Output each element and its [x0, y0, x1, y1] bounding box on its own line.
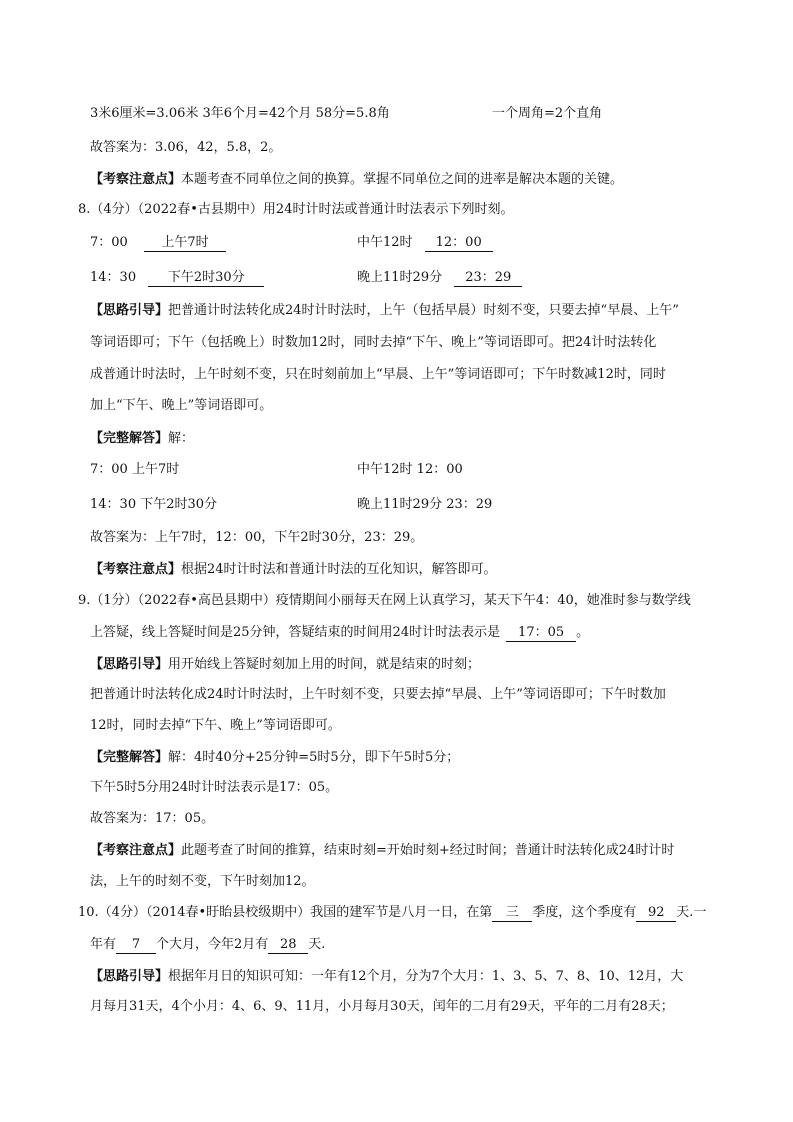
answer-blank: 12：00	[425, 235, 493, 252]
conversion-line	[90, 105, 730, 123]
text: 天.一	[676, 905, 707, 920]
note-line	[90, 171, 730, 189]
answer-blank: 23：29	[454, 270, 522, 287]
answer-blank: 7	[116, 937, 156, 954]
text: 把普通计时法转化成24时计时法时，上午（包括早晨）时刻不变，只要去掉“早晨、上午”	[168, 303, 679, 318]
text: 14：30	[90, 270, 137, 285]
section-tag: 【考察注意点】	[90, 562, 182, 577]
text: 天.	[308, 937, 326, 952]
answer-blank: 下午2时30分	[148, 270, 264, 287]
question-9-line-2	[90, 624, 730, 642]
section-tag: 【考察注意点】	[90, 172, 182, 187]
q8-guide-line-4: 加上“下午、晚上”等词语即可。	[90, 398, 273, 413]
q8-solution-row-2	[90, 496, 730, 514]
text: 根据年月日的知识可知：一年有12个月，分为7个大月：1、3、5、7、8、10、12月，大	[168, 969, 684, 984]
text: 10.（4分）（2014春•盱眙县校级期中）我国的建军节是八月一日，在第	[78, 905, 493, 920]
answer-blank: 上午7时	[144, 235, 226, 252]
text: 个大月，今年2月有	[156, 937, 269, 952]
text: 解：	[168, 431, 195, 446]
answer-blank: 92	[636, 905, 676, 922]
text: 3米6厘米=3.06米 3年6个月=42个月 58分=5.8角	[90, 106, 390, 121]
q8-row-1	[90, 234, 730, 252]
q8-guide-line-3: 成普通计时法时，上午时刻不变，只在时刻前加上“早晨、上午”等词语即可；下午时数减12时，同时	[90, 367, 666, 382]
q8-solution-row-1	[90, 461, 730, 479]
question-10-line-2	[90, 936, 730, 954]
text: 一个周角=2个直角	[492, 106, 603, 121]
q9-solution-line-2: 下午5时5分用24时计时法表示是17：05。	[90, 780, 339, 795]
text: 7：00 上午7时	[90, 462, 180, 477]
text: 。	[576, 625, 590, 640]
text: 此题考查了时间的推算，结束时刻=开始时刻+经过时间；普通计时法转化成24时计时	[181, 843, 675, 858]
section-tag: 【思路引导】	[90, 303, 169, 318]
q9-note-line-1	[90, 842, 730, 860]
answer-blank: 三	[492, 905, 532, 922]
text: 季度，这个季度有	[532, 905, 637, 920]
q9-solution-line-1	[90, 749, 730, 767]
section-tag: 【思路引导】	[90, 969, 169, 984]
q10-guide-line-2: 月每月31天，4个小月：4、6、9、11月，小月每月30天，闰年的二月有29天，平年的二月有28天；	[90, 999, 674, 1014]
q8-guide-line-1	[90, 302, 730, 320]
text: 14：30 下午2时30分	[90, 497, 218, 512]
section-tag: 【完整解答】	[90, 431, 169, 446]
question-8-title: 8.（4分）（2022春•古县期中）用24时计时法或普通计时法表示下列时刻。	[78, 202, 514, 217]
answer-blank: 28	[268, 937, 308, 954]
section-tag: 【思路引导】	[90, 657, 169, 672]
text: 解：4时40分+25分钟=5时5分，即下午5时5分；	[168, 750, 460, 765]
section-tag: 【考察注意点】	[90, 843, 182, 858]
text: 中午12时 12：00	[357, 462, 463, 477]
q8-solution-header	[90, 430, 730, 448]
q9-guide-line-3: 12时，同时去掉“下午、晚上”等词语即可。	[90, 718, 341, 733]
answer-blank: 17：05	[506, 625, 576, 642]
q8-answer-line: 故答案为：上午7时，12：00，下午2时30分，23：29。	[90, 530, 424, 545]
q9-answer-line: 故答案为：17：05。	[90, 811, 215, 826]
q8-note-line	[90, 561, 730, 579]
answer-line: 故答案为：3.06，42，5.8，2。	[90, 140, 282, 155]
text: 晚上11时29分	[357, 270, 443, 285]
question-10-title	[78, 904, 718, 922]
text: 7：00	[90, 235, 128, 250]
text: 本题考查不同单位之间的换算。掌握不同单位之间的进率是解决本题的关键。	[181, 172, 624, 187]
section-tag: 【完整解答】	[90, 750, 169, 765]
text: 上答疑，线上答疑时间是25分钟，答疑结束的时间用24时计时法表示是	[90, 625, 501, 640]
q9-guide-line-1	[90, 656, 730, 674]
q9-note-line-2: 法，上午的时刻不变，下午时刻加12。	[90, 874, 315, 889]
q8-guide-line-2: 等词语即可；下午（包括晚上）时数加12时，同时去掉“下午、晚上”等词语即可。把24计时法转化	[90, 335, 657, 350]
text: 用开始线上答疑时刻加上用的时间，就是结束的时刻；	[168, 657, 481, 672]
text: 根据24时计时法和普通计时法的互化知识，解答即可。	[181, 562, 497, 577]
text: 中午12时	[357, 235, 413, 250]
question-9-title: 9.（1分）（2022春•高邑县期中）疫情期间小丽每天在网上认真学习，某天下午4：40，她准时参与数学线	[78, 593, 691, 608]
text: 年有	[90, 937, 117, 952]
text: 晚上11时29分 23：29	[357, 497, 493, 512]
q10-guide-line-1	[90, 968, 730, 986]
q8-row-2	[90, 269, 730, 287]
q9-guide-line-2: 把普通计时法转化成24时计时法时，上午时刻不变，只要去掉“早晨、上午”等词语即可；下午时数加	[90, 687, 666, 702]
